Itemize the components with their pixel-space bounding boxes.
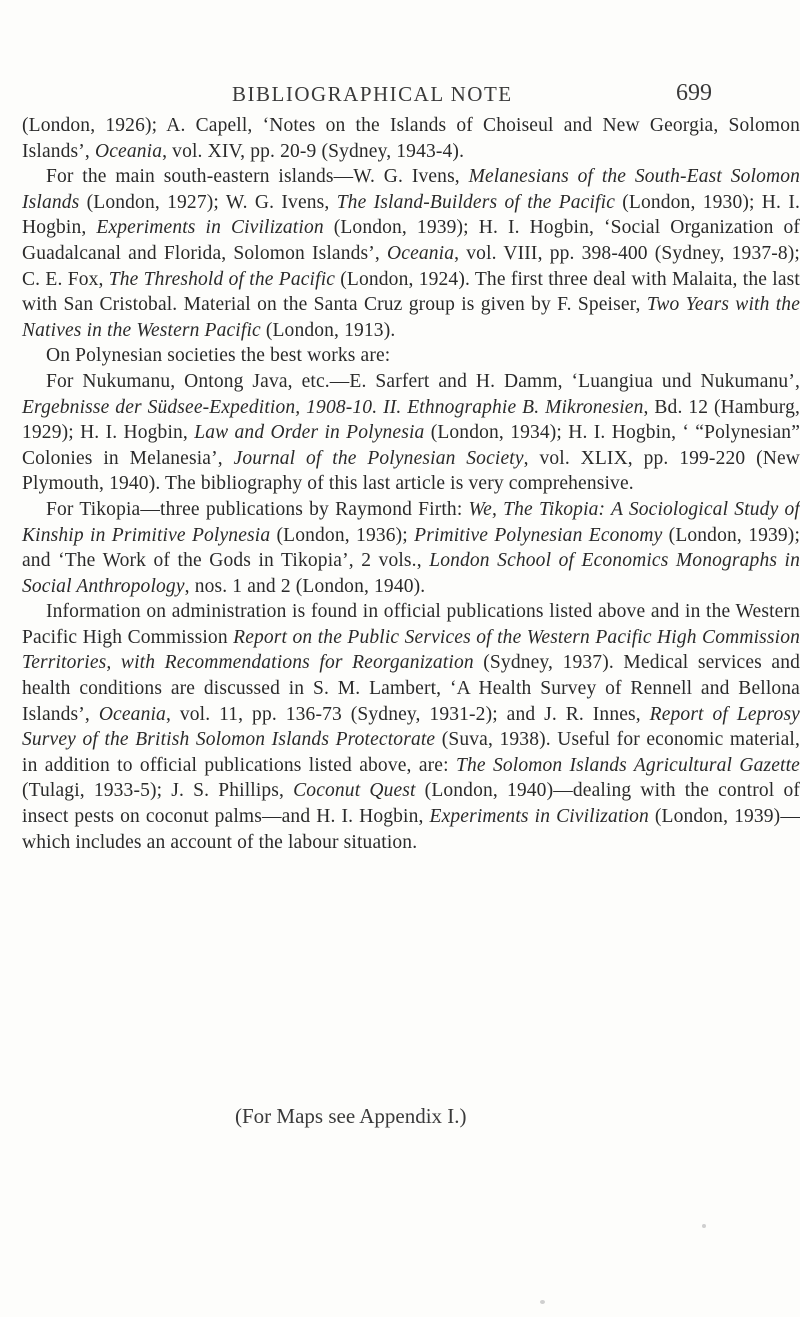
paragraph-text: (Tulagi, 1933-5); J. S. Phillips, bbox=[22, 780, 294, 802]
bibliographical-note-body bbox=[22, 113, 800, 855]
italic-title: Oceania bbox=[95, 140, 163, 162]
paragraph-text: (London, 1930); H. I. Hogbin, bbox=[22, 191, 800, 239]
italic-title: Coconut Quest bbox=[293, 780, 416, 802]
italic-title: Ergebnisse der Südsee-Expedition, 1908-10. II. Ethnographie B. Mikronesien bbox=[22, 396, 644, 418]
paragraph-text: (London, 1940)—dealing with the control of insect pests on coconut palms—and H. I. Hogbin, bbox=[22, 780, 800, 828]
paragraph-text: For Tikopia—three publications by Raymond Firth: bbox=[46, 498, 469, 520]
paragraph-text: (London, 1934); H. I. Hogbin, ‘ “Polynesian” Colonies in Melanesia’, bbox=[22, 422, 800, 469]
paragraph-text: For the main south-eastern islands—W. G. Ivens, bbox=[46, 166, 469, 188]
paper-speck bbox=[540, 1300, 545, 1304]
italic-title: London School of Economics Monographs in Social Anthropology bbox=[22, 550, 800, 597]
italic-title: Report on the Public Services of the Western Pacific High Commission Territories, with Recommendations for Reorganization bbox=[22, 626, 800, 674]
paragraph-text: (London, 1939); H. I. Hogbin, ‘Social Organization of Guadalcanal and Florida, Solomon Islands’, bbox=[22, 217, 800, 264]
italic-title: Law and Order in Polynesia bbox=[194, 422, 425, 444]
paragraph-text: , nos. 1 and 2 (London, 1940). bbox=[184, 575, 426, 597]
paragraph-text: (London, 1939)—which includes an account of the labour situation. bbox=[22, 806, 800, 853]
italic-title: Two Years with the Natives in the Western Pacific bbox=[22, 294, 800, 341]
italic-title: The Threshold of the Pacific bbox=[108, 268, 336, 290]
italic-title: Oceania bbox=[98, 703, 166, 725]
paragraph-text: , vol. VIII, pp. 398-400 (Sydney, 1937-8); C. E. Fox, bbox=[22, 242, 800, 290]
paragraph-text: (London, 1924). The first three deal with Malaita, the last with San Cristobal. Material on the Santa Cruz group is given by F. Speiser, bbox=[22, 268, 800, 316]
bibliography-paragraph bbox=[22, 599, 800, 855]
paper-speck bbox=[702, 1224, 706, 1228]
paragraph-text: (London, 1939); and ‘The Work of the Gods in Tikopia’, 2 vols., bbox=[22, 524, 800, 572]
paragraph-text: (London, 1926); A. Capell, ‘Notes on the Islands of Choiseul and New Georgia, Solomon Islands’, bbox=[22, 115, 800, 162]
italic-title: The Island-Builders of the Pacific bbox=[336, 191, 615, 213]
bibliography-paragraph bbox=[22, 113, 800, 164]
paragraph-text: (London, 1936); bbox=[270, 524, 415, 546]
paragraph-text: (Suva, 1938). Useful for economic material, in addition to official publications listed above, are: bbox=[22, 729, 800, 776]
bibliography-paragraph bbox=[22, 164, 800, 343]
italic-title: Primitive Polynesian Economy bbox=[414, 524, 663, 546]
paragraph-text: , vol. 11, pp. 136-73 (Sydney, 1931-2); and J. R. Innes, bbox=[165, 703, 650, 725]
italic-title: Experiments in Civilization bbox=[429, 806, 649, 828]
italic-title: Experiments in Civilization bbox=[96, 217, 324, 239]
paragraph-text: For Nukumanu, Ontong Java, etc.—E. Sarfert and H. Damm, ‘Luangiua und Nukumanu’, bbox=[46, 370, 800, 392]
italic-title: Oceania bbox=[387, 242, 455, 264]
bibliography-paragraph bbox=[22, 343, 800, 369]
page-number: 699 bbox=[676, 80, 712, 106]
bibliography-paragraph bbox=[22, 369, 800, 497]
italic-title: Report of Leprosy Survey of the British Solomon Islands Protectorate bbox=[22, 703, 800, 751]
italic-title: Journal of the Polynesian Society bbox=[233, 447, 524, 469]
paragraph-text: (London, 1927); W. G. Ivens, bbox=[79, 191, 337, 213]
paragraph-text: (Sydney, 1937). Medical services and health conditions are discussed in S. M. Lambert, ‘A Health Survey of Rennell and Bellona Islands’, bbox=[22, 652, 800, 725]
bibliography-paragraph bbox=[22, 497, 800, 599]
paragraph-text: , Bd. 12 (Hamburg, 1929); H. I. Hogbin, bbox=[22, 396, 800, 444]
paragraph-text: , vol. XIV, pp. 20-9 (Sydney, 1943-4). bbox=[162, 140, 465, 162]
paragraph-text: Information on administration is found in official publications listed above and in the Western Pacific High Commission bbox=[22, 601, 800, 648]
paragraph-text: On Polynesian societies the best works are: bbox=[46, 345, 391, 367]
italic-title: The Solomon Islands Agricultural Gazette bbox=[455, 754, 800, 776]
running-head: BIBLIOGRAPHICAL NOTE bbox=[232, 82, 513, 106]
maps-note: (For Maps see Appendix I.) bbox=[235, 1104, 467, 1128]
italic-title: We, The Tikopia: A Sociological Study of Kinship in Primitive Polynesia bbox=[22, 498, 800, 546]
paragraph-text: (London, 1913). bbox=[260, 319, 396, 341]
paragraph-text: , vol. XLIX, pp. 199-220 (New Plymouth, 1940). The bibliography of this last article is very comprehensive. bbox=[22, 447, 800, 495]
italic-title: Melanesians of the South-East Solomon Islands bbox=[22, 166, 800, 213]
